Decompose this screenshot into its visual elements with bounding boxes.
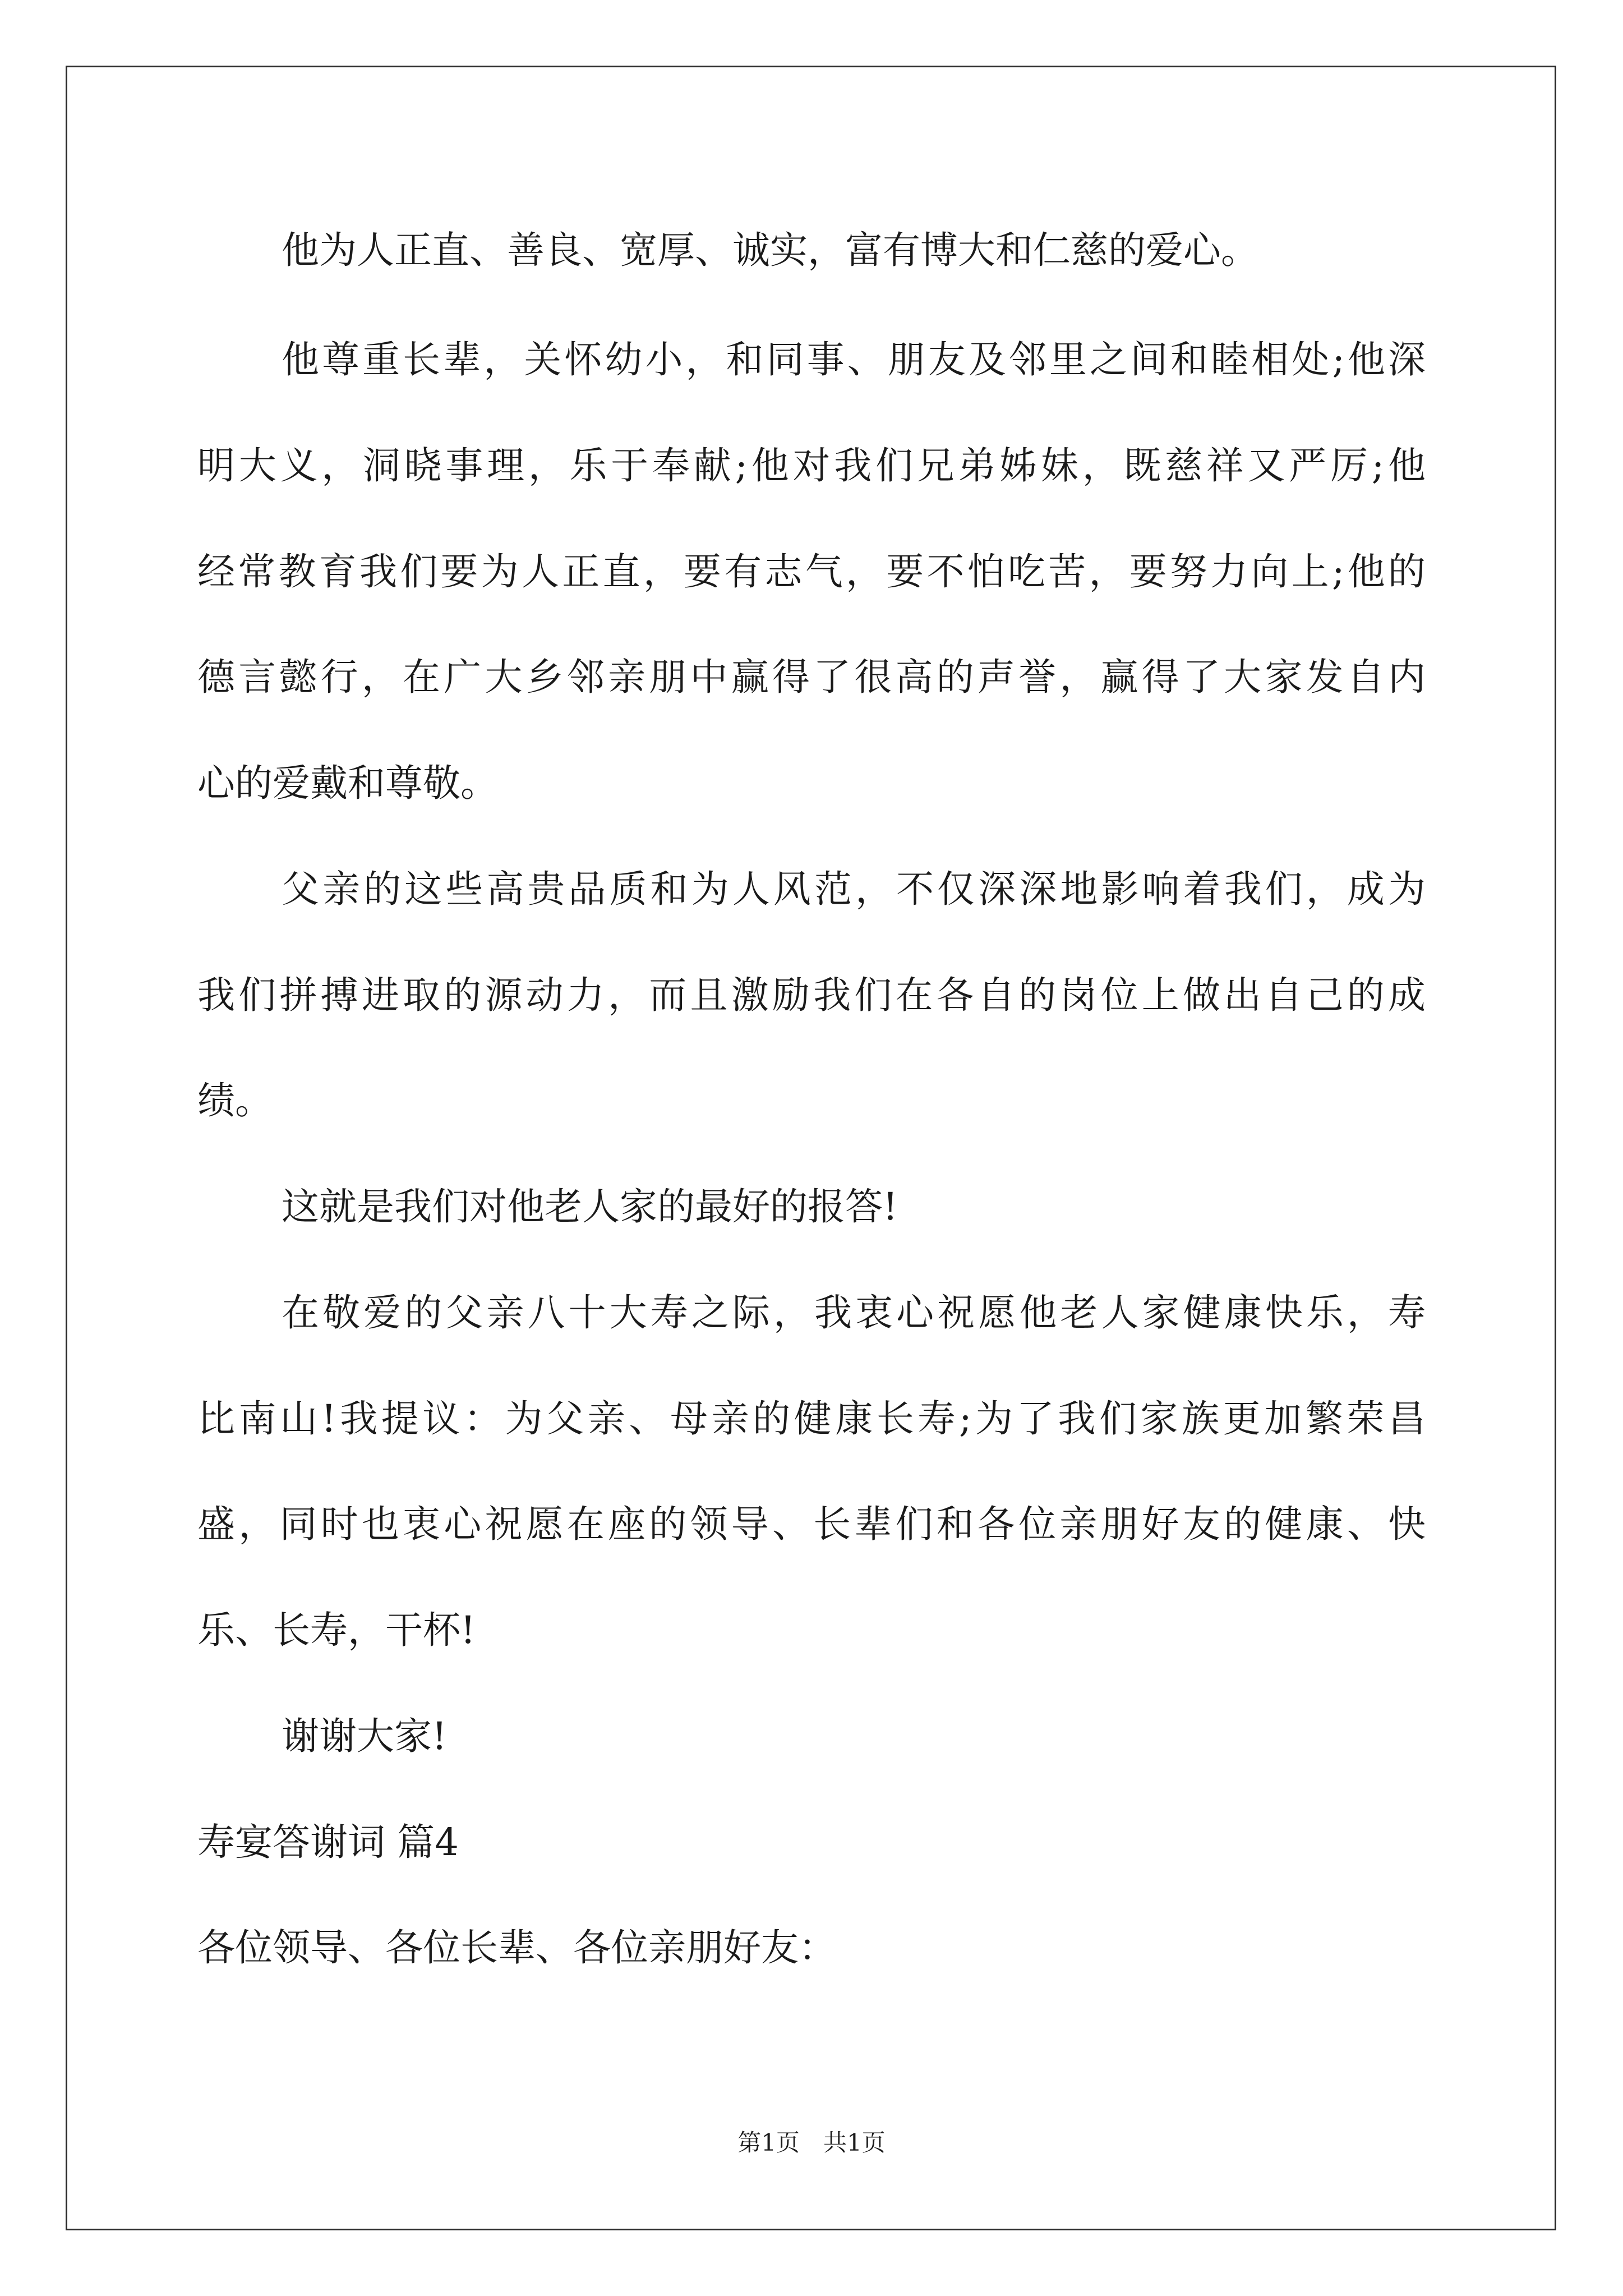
paragraph-line: 比南山!我提议：为父亲、母亲的健康长寿;为了我们家族更加繁荣昌 (197, 1397, 1426, 1441)
paragraph-line: 德言懿行，在广大乡邻亲朋中赢得了很高的声誉，赢得了大家发自内 (197, 655, 1426, 699)
paragraph-line: 他尊重长辈，关怀幼小，和同事、朋友及邻里之间和睦相处;他深 (282, 338, 1426, 381)
paragraph-line: 乐、长寿，干杯! (197, 1608, 476, 1652)
paragraph-line: 在敬爱的父亲八十大寿之际，我衷心祝愿他老人家健康快乐，寿 (282, 1291, 1426, 1335)
paragraph-line: 绩。 (197, 1079, 273, 1122)
page-number-footer: 第1页 共1页 (737, 2129, 886, 2156)
page-border (66, 66, 1556, 2230)
salutation-line: 各位领导、各位长辈、各位亲朋好友： (197, 1926, 836, 1970)
paragraph-line: 父亲的这些高贵品质和为人风范，不仅深深地影响着我们，成为 (282, 867, 1426, 911)
paragraph-line: 这就是我们对他老人家的最好的报答! (282, 1185, 898, 1228)
paragraph-line: 心的爱戴和尊敬。 (197, 761, 498, 805)
paragraph-line: 谢谢大家! (282, 1714, 447, 1758)
paragraph-line: 明大义，洞晓事理，乐于奉献;他对我们兄弟姊妹，既慈祥又严厉;他 (197, 444, 1426, 487)
section-heading: 寿宴答谢词 篇4 (197, 1820, 459, 1864)
paragraph-line: 我们拼搏进取的源动力，而且激励我们在各自的岗位上做出自己的成 (197, 973, 1426, 1017)
paragraph-line: 他为人正直、善良、宽厚、诚实，富有博大和仁慈的爱心。 (282, 228, 1258, 272)
paragraph-line: 经常教育我们要为人正直，要有志气，要不怕吃苦，要努力向上;他的 (197, 550, 1426, 593)
paragraph-line: 盛，同时也衷心祝愿在座的领导、长辈们和各位亲朋好友的健康、快 (197, 1502, 1426, 1546)
